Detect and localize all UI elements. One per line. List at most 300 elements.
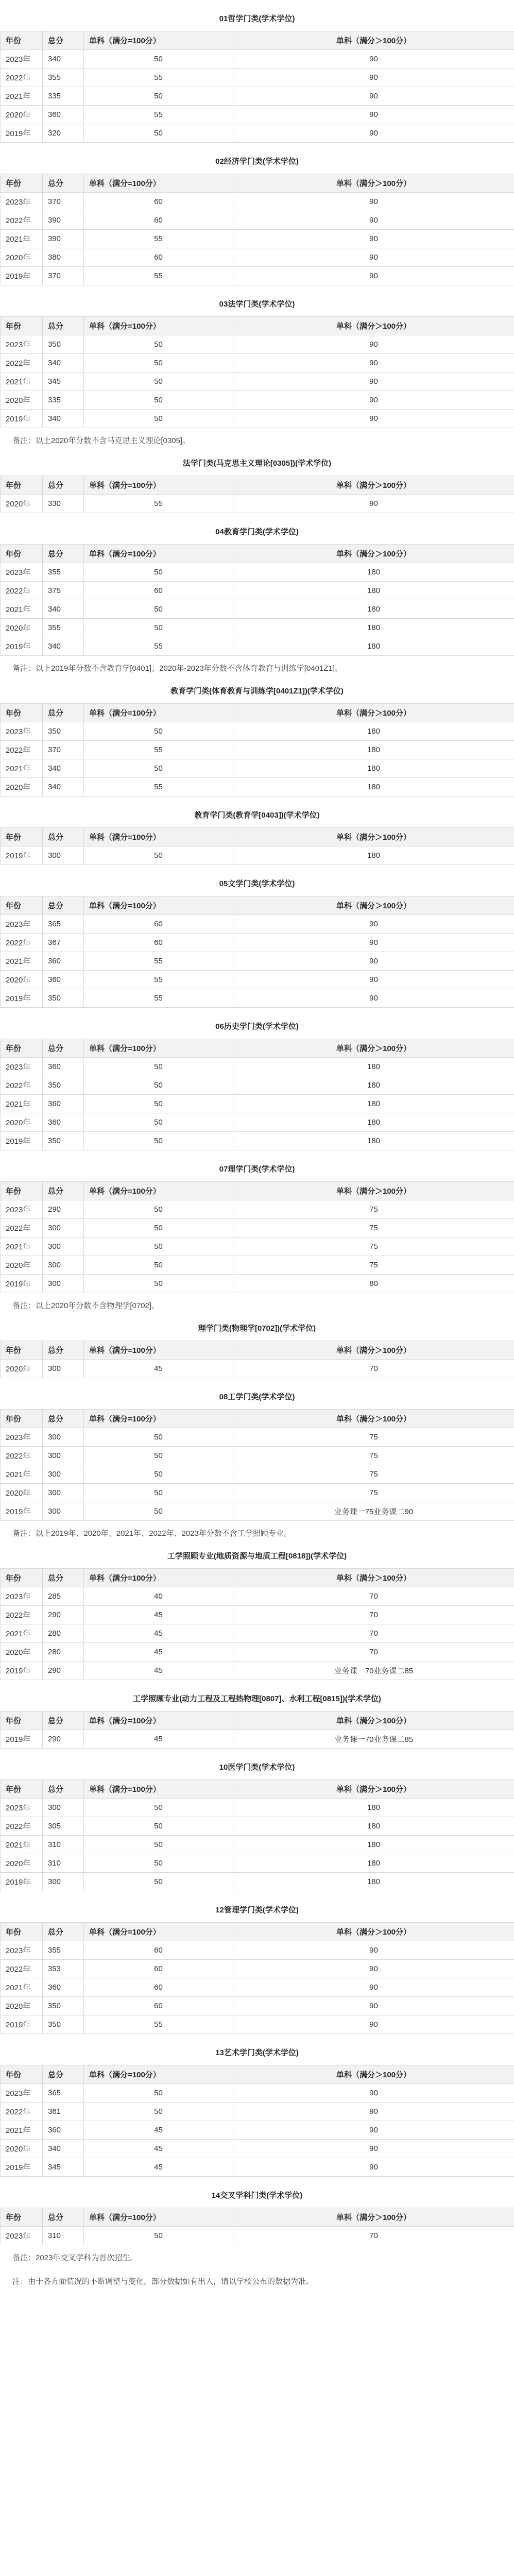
cell-single-over-100: 90 xyxy=(233,410,514,428)
section-engineering-power-water xyxy=(0,1687,514,1756)
cell-single-100: 45 xyxy=(84,1606,233,1624)
table-header-row xyxy=(1,1182,514,1200)
cell-single-100: 50 xyxy=(84,335,233,354)
cell-year: 2023年 xyxy=(1,1428,43,1447)
cell-single-over-100: 180 xyxy=(233,600,514,619)
cell-single-over-100: 180 xyxy=(233,619,514,637)
cell-single-100: 60 xyxy=(84,1978,233,1997)
cell-total: 335 xyxy=(43,391,84,410)
header-total: 总分 xyxy=(43,317,84,335)
cell-total: 340 xyxy=(43,2140,84,2158)
header-total: 总分 xyxy=(43,1780,84,1799)
section-literature xyxy=(0,872,514,1015)
cell-total: 340 xyxy=(43,759,84,778)
cell-year: 2020年 xyxy=(1,495,43,513)
header-single-over-100: 单科（满分＞100分） xyxy=(233,2208,514,2227)
cell-single-100: 55 xyxy=(84,495,233,513)
cell-single-100: 50 xyxy=(84,1836,233,1854)
cell-single-100: 50 xyxy=(84,1854,233,1873)
cell-year: 2019年 xyxy=(1,410,43,428)
cell-single-100: 50 xyxy=(84,1447,233,1465)
cell-total: 350 xyxy=(43,1132,84,1150)
cell-total: 340 xyxy=(43,354,84,372)
cell-single-100: 45 xyxy=(84,2140,233,2158)
cell-year: 2019年 xyxy=(1,1502,43,1521)
cell-single-100: 50 xyxy=(84,619,233,637)
cell-single-100: 45 xyxy=(84,1662,233,1680)
cell-single-100: 50 xyxy=(84,354,233,372)
section-title: 工学照顾专业(地质资源与地质工程[0818])(学术学位) xyxy=(167,1552,347,1561)
section-note: 备注：以上2019年、2020年、2021年、2022年、2023年分数不含工学照顾专业。 xyxy=(12,1529,292,1538)
cell-total: 370 xyxy=(43,741,84,759)
cell-total: 300 xyxy=(43,1799,84,1817)
cell-total: 360 xyxy=(43,971,84,989)
cell-year: 2019年 xyxy=(1,1662,43,1680)
cell-total: 310 xyxy=(43,1854,84,1873)
header-total: 总分 xyxy=(43,704,84,722)
cell-single-over-100: 180 xyxy=(233,1113,514,1132)
header-single-100: 单科（满分=100分） xyxy=(84,317,233,335)
cell-single-100: 50 xyxy=(84,1076,233,1095)
section-philosophy xyxy=(0,7,514,150)
cell-total: 360 xyxy=(43,106,84,124)
header-single-over-100: 单科（满分＞100分） xyxy=(233,1182,514,1200)
cell-year: 2023年 xyxy=(1,1799,43,1817)
table-header-row xyxy=(1,2208,514,2227)
header-single-over-100: 单科（满分＞100分） xyxy=(233,317,514,335)
cell-single-100: 60 xyxy=(84,211,233,230)
cell-single-100: 50 xyxy=(84,563,233,582)
section-title: 05文学门类(学术学位) xyxy=(219,879,295,888)
table-row xyxy=(1,1132,514,1150)
cell-single-over-100: 180 xyxy=(233,563,514,582)
header-total: 总分 xyxy=(43,2208,84,2227)
cell-single-over-100: 70 xyxy=(233,1606,514,1624)
cell-single-over-100: 90 xyxy=(233,87,514,106)
section-title: 法学门类(马克思主义理论[0305])(学术学位) xyxy=(182,459,332,468)
section-title: 01哲学门类(学术学位) xyxy=(219,14,295,23)
header-year: 年份 xyxy=(1,704,43,722)
cell-total: 355 xyxy=(43,69,84,87)
section-education xyxy=(0,520,514,680)
cell-single-over-100: 90 xyxy=(233,1941,514,1960)
section-economics xyxy=(0,150,514,293)
cell-single-over-100: 90 xyxy=(233,915,514,934)
table-row xyxy=(1,2103,514,2121)
cell-single-over-100: 180 xyxy=(233,722,514,741)
cell-single-100: 50 xyxy=(84,2227,233,2245)
table-header-row xyxy=(1,1410,514,1428)
cell-single-100: 55 xyxy=(84,2015,233,2034)
table-row xyxy=(1,1643,514,1662)
section-medicine xyxy=(0,1756,514,1899)
cell-single-over-100: 90 xyxy=(233,193,514,211)
cell-single-100: 45 xyxy=(84,1624,233,1643)
header-total: 总分 xyxy=(43,545,84,563)
cell-year: 2023年 xyxy=(1,1058,43,1076)
cell-single-over-100: 90 xyxy=(233,1997,514,2015)
cell-single-100: 50 xyxy=(84,1200,233,1219)
table-row xyxy=(1,1587,514,1606)
cell-single-over-100: 75 xyxy=(233,1238,514,1256)
cell-total: 300 xyxy=(43,1238,84,1256)
cell-year: 2019年 xyxy=(1,1873,43,1891)
cell-single-100: 50 xyxy=(84,1238,233,1256)
cell-year: 2020年 xyxy=(1,1997,43,2015)
header-year: 年份 xyxy=(1,1410,43,1428)
cell-total: 390 xyxy=(43,211,84,230)
cell-single-over-100: 90 xyxy=(233,2121,514,2140)
cell-single-over-100: 业务课一70业务课二85 xyxy=(233,1730,514,1749)
cell-year: 2019年 xyxy=(1,267,43,285)
table-row xyxy=(1,372,514,391)
table-row xyxy=(1,267,514,285)
table-row xyxy=(1,410,514,428)
section-science-physics xyxy=(0,1317,514,1385)
cell-single-100: 50 xyxy=(84,1132,233,1150)
table-row xyxy=(1,952,514,971)
cell-total: 330 xyxy=(43,495,84,513)
cell-single-over-100: 90 xyxy=(233,267,514,285)
cell-single-over-100: 90 xyxy=(233,1960,514,1978)
header-total: 总分 xyxy=(43,1182,84,1200)
table-row xyxy=(1,1238,514,1256)
cell-year: 2022年 xyxy=(1,2103,43,2121)
cell-year: 2019年 xyxy=(1,2158,43,2177)
cell-single-100: 50 xyxy=(84,124,233,143)
table-header-row xyxy=(1,704,514,722)
cell-year: 2019年 xyxy=(1,989,43,1008)
cell-single-100: 55 xyxy=(84,971,233,989)
table-row xyxy=(1,1113,514,1132)
cell-total: 367 xyxy=(43,934,84,952)
cell-total: 310 xyxy=(43,2227,84,2245)
table-row xyxy=(1,759,514,778)
cell-single-100: 55 xyxy=(84,952,233,971)
cell-total: 350 xyxy=(43,2015,84,2034)
cell-year: 2021年 xyxy=(1,1624,43,1643)
table-row xyxy=(1,124,514,143)
table-row xyxy=(1,563,514,582)
table-row xyxy=(1,1275,514,1293)
cell-single-100: 50 xyxy=(84,600,233,619)
header-total: 总分 xyxy=(43,476,84,495)
cell-single-100: 50 xyxy=(84,1058,233,1076)
table-row xyxy=(1,915,514,934)
score-table xyxy=(0,1409,514,1521)
cell-single-over-100: 90 xyxy=(233,971,514,989)
cell-year: 2023年 xyxy=(1,1941,43,1960)
cell-year: 2021年 xyxy=(1,952,43,971)
cell-single-100: 50 xyxy=(84,50,233,69)
cell-single-100: 55 xyxy=(84,741,233,759)
section-title: 教育学门类(体育教育与训练学[0401Z1])(学术学位) xyxy=(170,687,344,696)
header-year: 年份 xyxy=(1,828,43,846)
cell-total: 300 xyxy=(43,1360,84,1378)
table-row xyxy=(1,1447,514,1465)
header-total: 总分 xyxy=(43,828,84,846)
table-row xyxy=(1,211,514,230)
cell-single-over-100: 90 xyxy=(233,69,514,87)
cell-year: 2022年 xyxy=(1,582,43,600)
cell-single-100: 50 xyxy=(84,1219,233,1238)
cell-single-100: 50 xyxy=(84,2084,233,2103)
cell-year: 2020年 xyxy=(1,248,43,267)
cell-total: 360 xyxy=(43,2121,84,2140)
cell-year: 2023年 xyxy=(1,563,43,582)
cell-total: 290 xyxy=(43,1606,84,1624)
cell-year: 2020年 xyxy=(1,1360,43,1378)
cell-total: 300 xyxy=(43,1484,84,1502)
table-row xyxy=(1,1960,514,1978)
table-row xyxy=(1,1836,514,1854)
header-total: 总分 xyxy=(43,2065,84,2084)
cell-single-100: 45 xyxy=(84,1360,233,1378)
cell-year: 2022年 xyxy=(1,741,43,759)
cell-single-100: 55 xyxy=(84,637,233,656)
cell-single-over-100: 90 xyxy=(233,335,514,354)
cell-year: 2020年 xyxy=(1,619,43,637)
cell-total: 335 xyxy=(43,87,84,106)
cell-single-100: 50 xyxy=(84,410,233,428)
cell-total: 300 xyxy=(43,1502,84,1521)
table-row xyxy=(1,1502,514,1521)
section-arts xyxy=(0,2041,514,2184)
cell-single-over-100: 70 xyxy=(233,1624,514,1643)
cell-single-100: 45 xyxy=(84,1643,233,1662)
table-row xyxy=(1,934,514,952)
cell-single-over-100: 90 xyxy=(233,124,514,143)
cell-year: 2020年 xyxy=(1,1113,43,1132)
cell-year: 2023年 xyxy=(1,50,43,69)
cell-single-100: 50 xyxy=(84,1256,233,1275)
score-table xyxy=(0,1568,514,1680)
cell-single-over-100: 180 xyxy=(233,1873,514,1891)
header-single-over-100: 单科（满分＞100分） xyxy=(233,31,514,50)
cell-year: 2023年 xyxy=(1,2227,43,2245)
header-year: 年份 xyxy=(1,1711,43,1730)
cell-total: 360 xyxy=(43,1113,84,1132)
cell-year: 2020年 xyxy=(1,391,43,410)
header-single-100: 单科（满分=100分） xyxy=(84,1039,233,1058)
table-row xyxy=(1,1624,514,1643)
section-note: 备注：2023年交叉学科为首次招生。 xyxy=(12,2253,138,2262)
cell-year: 2023年 xyxy=(1,335,43,354)
cell-single-over-100: 180 xyxy=(233,582,514,600)
table-row xyxy=(1,1817,514,1836)
cell-year: 2022年 xyxy=(1,1817,43,1836)
header-single-100: 单科（满分=100分） xyxy=(84,1711,233,1730)
cell-single-over-100: 75 xyxy=(233,1484,514,1502)
cell-year: 2021年 xyxy=(1,759,43,778)
section-note: 备注：以上2019年分数不含教育学[0401]；2020年-2023年分数不含体育教育与训练学[0401Z1]。 xyxy=(12,664,343,673)
score-table xyxy=(0,316,514,428)
score-table xyxy=(0,2208,514,2245)
cell-single-100: 60 xyxy=(84,1941,233,1960)
header-year: 年份 xyxy=(1,1780,43,1799)
cell-total: 300 xyxy=(43,1465,84,1484)
cell-single-over-100: 180 xyxy=(233,741,514,759)
cell-single-over-100: 180 xyxy=(233,1132,514,1150)
table-row xyxy=(1,1941,514,1960)
cell-total: 340 xyxy=(43,637,84,656)
cell-year: 2021年 xyxy=(1,87,43,106)
header-single-100: 单科（满分=100分） xyxy=(84,704,233,722)
section-engineering-geology xyxy=(0,1545,514,1687)
cell-year: 2021年 xyxy=(1,2121,43,2140)
cell-total: 300 xyxy=(43,1219,84,1238)
header-total: 总分 xyxy=(43,1569,84,1587)
cell-total: 300 xyxy=(43,846,84,865)
header-total: 总分 xyxy=(43,174,84,193)
cell-year: 2021年 xyxy=(1,230,43,248)
cell-single-over-100: 90 xyxy=(233,989,514,1008)
section-title: 12管理学门类(学术学位) xyxy=(215,1906,299,1914)
cell-single-100: 50 xyxy=(84,1275,233,1293)
cell-year: 2021年 xyxy=(1,1465,43,1484)
cell-total: 360 xyxy=(43,1978,84,1997)
cell-year: 2020年 xyxy=(1,1484,43,1502)
table-row xyxy=(1,637,514,656)
cell-single-over-100: 180 xyxy=(233,1836,514,1854)
score-table xyxy=(0,1780,514,1891)
cell-year: 2023年 xyxy=(1,2084,43,2103)
cell-year: 2020年 xyxy=(1,106,43,124)
cell-single-over-100: 70 xyxy=(233,1643,514,1662)
score-table xyxy=(0,1922,514,2034)
cell-year: 2020年 xyxy=(1,971,43,989)
cell-single-over-100: 180 xyxy=(233,759,514,778)
cell-single-100: 50 xyxy=(84,759,233,778)
header-single-over-100: 单科（满分＞100分） xyxy=(233,2065,514,2084)
cell-total: 285 xyxy=(43,1587,84,1606)
table-header-row xyxy=(1,1780,514,1799)
header-year: 年份 xyxy=(1,896,43,915)
cell-single-over-100: 70 xyxy=(233,1360,514,1378)
cell-single-over-100: 180 xyxy=(233,1799,514,1817)
cell-single-100: 55 xyxy=(84,230,233,248)
cell-year: 2022年 xyxy=(1,354,43,372)
cell-single-100: 50 xyxy=(84,87,233,106)
cell-year: 2019年 xyxy=(1,1730,43,1749)
cell-single-over-100: 75 xyxy=(233,1447,514,1465)
table-row xyxy=(1,619,514,637)
cell-year: 2022年 xyxy=(1,1447,43,1465)
header-year: 年份 xyxy=(1,2065,43,2084)
cell-total: 390 xyxy=(43,230,84,248)
table-header-row xyxy=(1,2065,514,2084)
table-header-row xyxy=(1,1923,514,1941)
section-title: 07理学门类(学术学位) xyxy=(219,1165,295,1174)
cell-single-100: 55 xyxy=(84,69,233,87)
cell-year: 2019年 xyxy=(1,124,43,143)
header-year: 年份 xyxy=(1,1923,43,1941)
cell-total: 340 xyxy=(43,778,84,796)
header-year: 年份 xyxy=(1,2208,43,2227)
cell-single-over-100: 90 xyxy=(233,211,514,230)
cell-single-100: 60 xyxy=(84,193,233,211)
cell-single-100: 60 xyxy=(84,934,233,952)
cell-single-over-100: 90 xyxy=(233,952,514,971)
table-row xyxy=(1,2084,514,2103)
header-single-over-100: 单科（满分＞100分） xyxy=(233,1341,514,1360)
cell-single-over-100: 90 xyxy=(233,391,514,410)
section-management xyxy=(0,1899,514,2041)
table-row xyxy=(1,69,514,87)
header-total: 总分 xyxy=(43,1711,84,1730)
table-row xyxy=(1,1799,514,1817)
cell-single-100: 55 xyxy=(84,778,233,796)
cell-year: 2019年 xyxy=(1,846,43,865)
header-single-100: 单科（满分=100分） xyxy=(84,174,233,193)
table-row xyxy=(1,1076,514,1095)
cell-year: 2023年 xyxy=(1,1587,43,1606)
cell-single-over-100: 180 xyxy=(233,1817,514,1836)
table-row xyxy=(1,1484,514,1502)
cell-total: 360 xyxy=(43,1058,84,1076)
header-year: 年份 xyxy=(1,1341,43,1360)
cell-single-100: 50 xyxy=(84,391,233,410)
score-table xyxy=(0,896,514,1008)
cell-single-over-100: 75 xyxy=(233,1428,514,1447)
cell-year: 2022年 xyxy=(1,211,43,230)
cell-total: 320 xyxy=(43,124,84,143)
table-row xyxy=(1,1730,514,1749)
header-single-100: 单科（满分=100分） xyxy=(84,545,233,563)
table-row xyxy=(1,2227,514,2245)
table-row xyxy=(1,354,514,372)
table-row xyxy=(1,335,514,354)
cell-single-over-100: 90 xyxy=(233,1978,514,1997)
cell-single-over-100: 业务课一75业务课二90 xyxy=(233,1502,514,1521)
cell-single-over-100: 180 xyxy=(233,1076,514,1095)
cell-single-over-100: 180 xyxy=(233,1854,514,1873)
cell-single-100: 50 xyxy=(84,372,233,391)
cell-single-100: 50 xyxy=(84,2103,233,2121)
cell-single-over-100: 75 xyxy=(233,1256,514,1275)
section-education-sports xyxy=(0,680,514,804)
table-row xyxy=(1,778,514,796)
table-header-row xyxy=(1,545,514,563)
cell-year: 2022年 xyxy=(1,1219,43,1238)
cell-total: 340 xyxy=(43,410,84,428)
cell-total: 353 xyxy=(43,1960,84,1978)
table-row xyxy=(1,193,514,211)
section-note: 备注：以上2020年分数不含物理学[0702]。 xyxy=(12,1301,160,1310)
header-total: 总分 xyxy=(43,1341,84,1360)
score-table xyxy=(0,1711,514,1749)
cell-single-over-100: 180 xyxy=(233,846,514,865)
table-row xyxy=(1,1465,514,1484)
header-total: 总分 xyxy=(43,896,84,915)
cell-total: 280 xyxy=(43,1643,84,1662)
section-title: 08工学门类(学术学位) xyxy=(219,1393,295,1401)
cell-year: 2020年 xyxy=(1,1854,43,1873)
header-single-100: 单科（满分=100分） xyxy=(84,31,233,50)
header-single-100: 单科（满分=100分） xyxy=(84,1410,233,1428)
header-year: 年份 xyxy=(1,1182,43,1200)
table-header-row xyxy=(1,1341,514,1360)
table-row xyxy=(1,1200,514,1219)
section-law xyxy=(0,293,514,452)
section-note: 备注：以上2020年分数不含马克思主义理论[0305]。 xyxy=(12,436,191,445)
header-single-100: 单科（满分=100分） xyxy=(84,476,233,495)
table-row xyxy=(1,2140,514,2158)
cell-year: 2023年 xyxy=(1,722,43,741)
score-table xyxy=(0,1181,514,1293)
cell-year: 2019年 xyxy=(1,1275,43,1293)
cell-single-over-100: 75 xyxy=(233,1465,514,1484)
